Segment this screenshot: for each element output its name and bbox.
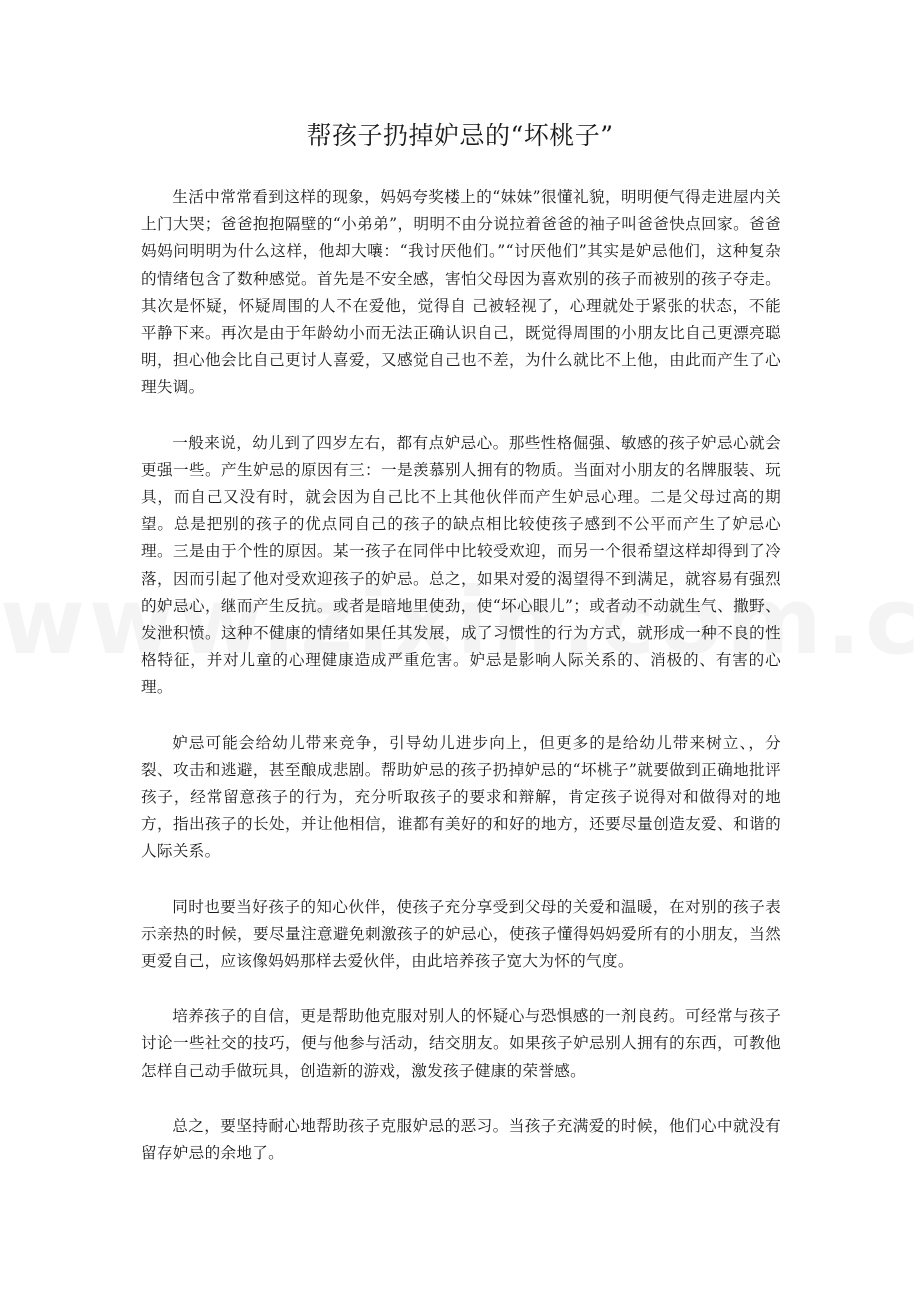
- paragraph-4: 同时也要当好孩子的知心伙伴，使孩子充分享受到父母的关爱和温暖，在对别的孩子表示亲热的时候，要尽量注意避免刺激孩子的妒忌心，使孩子懂得妈妈爱所有的小朋友，当然更爱自己，应该像妈妈那样去爱伙伴，由此培养孩子宽大为怀的气度。: [141, 897, 781, 971]
- paragraph-2: 一般来说，幼儿到了四岁左右，都有点妒忌心。那些性格倔强、敏感的孩子妒忌心就会更强一些。产生妒忌的原因有三：一是羡慕别人拥有的物质。当面对小朋友的名牌服装、玩具，而自己又没有时，就会因为自己比不上其他伙伴而产生妒忌心理。二是父母过高的期望。总是把别的孩子的优点同自己的孩子的缺点相比较使孩子感到不公平而产生了妒忌心理。三是由于个性的原因。某一孩子在同伴中比较受欢迎，而另一个很希望这样却得到了冷落，因而引起了他对受欢迎孩子的妒忌。总之，如果对爱的渴望得不到满足，就容易有强烈的妒忌心，继而产生反抗。或者是暗地里使劲，使“坏心眼儿”；或者动不动就生气、撒野、发泄积愤。这种不健康的情绪如果任其发展，成了习惯性的行为方式，就形成一种不良的性格特征，并对儿童的心理健康造成严重危害。妒忌是影响人际关系的、消极的、有害的心理。: [141, 433, 781, 697]
- paragraph-1: 生活中常常看到这样的现象，妈妈夸奖楼上的“妹妹”很懂礼貌，明明便气得走进屋内关上门大哭；爸爸抱抱隔壁的“小弟弟”，明明不由分说拉着爸爸的袖子叫爸爸快点回家。爸爸妈妈问明明为什么这样，他却大嚷：“我讨厌他们。”“讨厌他们”其实是妒忌他们，这种复杂的情绪包含了数种感觉。首先是不安全感，害怕父母因为喜欢别的孩子而被别的孩子夺走。其次是怀疑，怀疑周围的人不在爱他，觉得自 己被轻视了，心理就处于紧张的状态，不能平静下来。再次是由于年龄幼小而无法正确认识自己，既觉得周围的小朋友比自己更漂亮聪明，担心他会比自己更讨人喜爱，又感觉自己也不差，为什么就比不上他，由此而产生了心理失调。: [141, 188, 781, 397]
- paragraph-5: 培养孩子的自信，更是帮助他克服对别人的怀疑心与恐惧感的一剂良药。可经常与孩子讨论一些社交的技巧，便与他参与活动，结交朋友。如果孩子妒忌别人拥有的东西，可教他怎样自己动手做玩具，创造新的游戏，激发孩子健康的荣誉感。: [141, 1007, 781, 1080]
- paragraph-6: 总之，要坚持耐心地帮助孩子克服妒忌的恶习。当孩子充满爱的时候，他们心中就没有留存妒忌的余地了。: [141, 1116, 781, 1163]
- document-body: [141, 184, 781, 1195]
- paragraph-3: 妒忌可能会给幼儿带来竞争，引导幼儿进步向上，但更多的是给幼儿带来树立、，分裂、攻击和逃避，甚至酿成悲剧。帮助妒忌的孩子扔掉妒忌的“坏桃子”就要做到正确地批评孩子，经常留意孩子的行为，充分听取孩子的要求和辩解，肯定孩子说得对和做得对的地方，指出孩子的长处，并让他相信，谁都有美好的和好的地方，还要尽量创造友爱、和谐的人际关系。: [141, 733, 781, 861]
- document-title: 帮孩子扔掉妒忌的“坏桃子”: [306, 121, 614, 150]
